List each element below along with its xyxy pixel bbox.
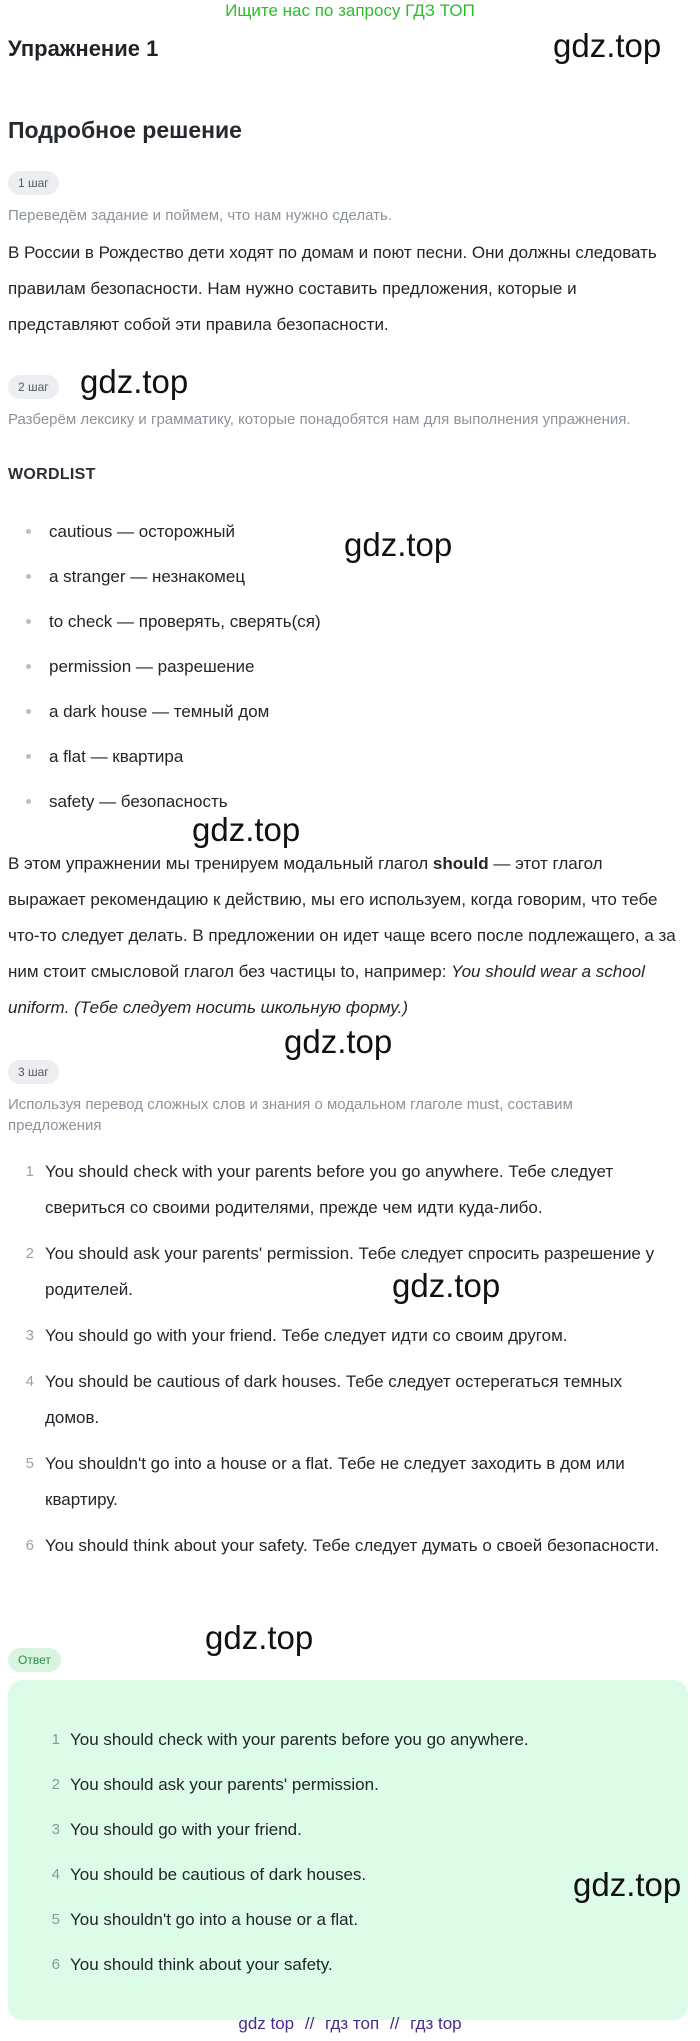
word-entry: to check — проверять, сверять(ся): [49, 612, 321, 631]
bullet-icon: [26, 574, 31, 579]
footer-links: [0, 2014, 700, 2034]
page-title: Упражнение 1: [8, 36, 159, 61]
item-text: You should ask your parents' permission.: [70, 1775, 379, 1794]
item-number: 6: [51, 1956, 60, 1973]
step-1-hint: Переведём задание и поймем, что нам нужно сделать.: [8, 207, 393, 224]
watermark: gdz.top: [80, 363, 189, 400]
bullet-icon: [26, 529, 31, 534]
footer-link[interactable]: гдз top: [410, 2014, 462, 2033]
word-entry: safety — безопасность: [49, 792, 228, 811]
word-entry: a flat — квартира: [49, 747, 184, 766]
step-1-text: В России в Рождество дети ходят по домам и поют песни. Они должны следовать правилам безопасности. Нам нужно составить предложения, которые и представляют собой эти правила безопасности.: [8, 243, 657, 334]
list-item: [20, 1318, 675, 1354]
list-item: [46, 1725, 666, 1755]
item-text: You should go with your friend.: [70, 1820, 302, 1839]
watermark: gdz.top: [192, 811, 301, 848]
item-number: 6: [25, 1537, 34, 1554]
watermark: gdz.top: [284, 1023, 393, 1060]
step-1-badge: 1 шаг: [8, 171, 59, 195]
grammar-text: В этом упражнении мы тренируем модальный глагол: [8, 854, 433, 873]
item-number: 3: [51, 1821, 60, 1838]
word-entry: a stranger — незнакомец: [49, 567, 246, 586]
footer-link[interactable]: гдз топ: [325, 2014, 380, 2033]
solution-list: [20, 1154, 680, 1594]
item-text: You shouldn't go into a house or a flat.: [70, 1910, 359, 1929]
footer-separator: //: [304, 2014, 315, 2033]
item-text: You should go with your friend. Тебе следует идти со своим другом.: [45, 1326, 568, 1345]
item-text: You should be cautious of dark houses. Тебе следует остерегаться темных домов.: [45, 1372, 623, 1427]
footer-separator: //: [389, 2014, 400, 2033]
list-item: [46, 1815, 666, 1845]
bullet-icon: [26, 709, 31, 714]
answer-box: [8, 1680, 688, 2020]
watermark: gdz.top: [392, 1267, 501, 1304]
list-item: [20, 1154, 675, 1226]
step-2-hint: Разберём лексику и грамматику, которые понадобятся нам для выполнения упражнения.: [8, 411, 631, 428]
step-3-badge: 3 шаг: [8, 1060, 59, 1084]
item-number: 4: [51, 1866, 60, 1883]
watermark: gdz.top: [205, 1619, 314, 1656]
list-item: [22, 553, 321, 598]
list-item: [20, 1364, 675, 1436]
bullet-icon: [26, 799, 31, 804]
wordlist: [22, 508, 321, 823]
list-item: [22, 733, 321, 778]
grammar-explanation: [8, 846, 680, 1026]
item-number: 4: [25, 1373, 34, 1390]
watermark: gdz.top: [573, 1866, 682, 1903]
wordlist-title: WORDLIST: [8, 466, 96, 483]
item-number: 1: [25, 1163, 34, 1180]
grammar-text: — этот глагол выражает рекомендацию к действию, мы его используем, когда говорим, что тебе что-то следует делать. В предложении он идет чаще всего после подлежащего, а за ним стоит смысловой глагол без частицы to, например:: [8, 854, 676, 981]
word-entry: cautious — осторожный: [49, 522, 235, 541]
item-number: 2: [51, 1776, 60, 1793]
item-text: You should think about your safety.: [70, 1955, 333, 1974]
footer-link[interactable]: gdz top: [238, 2014, 295, 2033]
bullet-icon: [26, 664, 31, 669]
item-number: 5: [25, 1455, 34, 1472]
word-entry: permission — разрешение: [49, 657, 255, 676]
list-item: [20, 1446, 675, 1518]
grammar-keyword: should: [432, 854, 489, 873]
list-item: [20, 1528, 675, 1564]
item-text: You should be cautious of dark houses.: [70, 1865, 367, 1884]
item-text: You should check with your parents before you go anywhere.: [70, 1730, 529, 1749]
bullet-icon: [26, 754, 31, 759]
item-text: You should ask your parents' permission. Тебе следует спросить разрешение у родителей.: [45, 1244, 655, 1299]
list-item: [22, 643, 321, 688]
list-item: [46, 1905, 666, 1935]
top-banner[interactable]: Ищите нас по запросу ГДЗ ТОП: [225, 1, 475, 20]
step-2-badge: 2 шаг: [8, 375, 59, 399]
answer-badge: Ответ: [8, 1648, 61, 1672]
item-text: You should check with your parents before you go anywhere. Тебе следует свериться со своими родителями, прежде чем идти куда-либо.: [45, 1162, 614, 1217]
bullet-icon: [26, 619, 31, 624]
item-number: 1: [51, 1731, 60, 1748]
list-item: [46, 1770, 666, 1800]
watermark: gdz.top: [553, 27, 662, 64]
list-item: [22, 598, 321, 643]
list-item: [46, 1950, 666, 1980]
section-title: Подробное решение: [8, 117, 242, 143]
list-item: [22, 508, 321, 553]
word-entry: a dark house — темный дом: [49, 702, 270, 721]
list-item: [20, 1236, 675, 1308]
item-text: You shouldn't go into a house or a flat. Тебе не следует заходить в дом или квартиру.: [45, 1454, 625, 1509]
item-text: You should think about your safety. Тебе следует думать о своей безопасности.: [45, 1536, 660, 1555]
list-item: [22, 688, 321, 733]
item-number: 3: [25, 1327, 34, 1344]
grammar-example: You should wear a school uniform. (Тебе следует носить школьную форму.): [8, 962, 645, 1017]
watermark: gdz.top: [344, 526, 453, 563]
item-number: 2: [25, 1245, 34, 1262]
step-3-hint: Используя перевод сложных слов и знания о модальном глаголе must, составим предложения: [8, 1096, 573, 1134]
item-number: 5: [51, 1911, 60, 1928]
